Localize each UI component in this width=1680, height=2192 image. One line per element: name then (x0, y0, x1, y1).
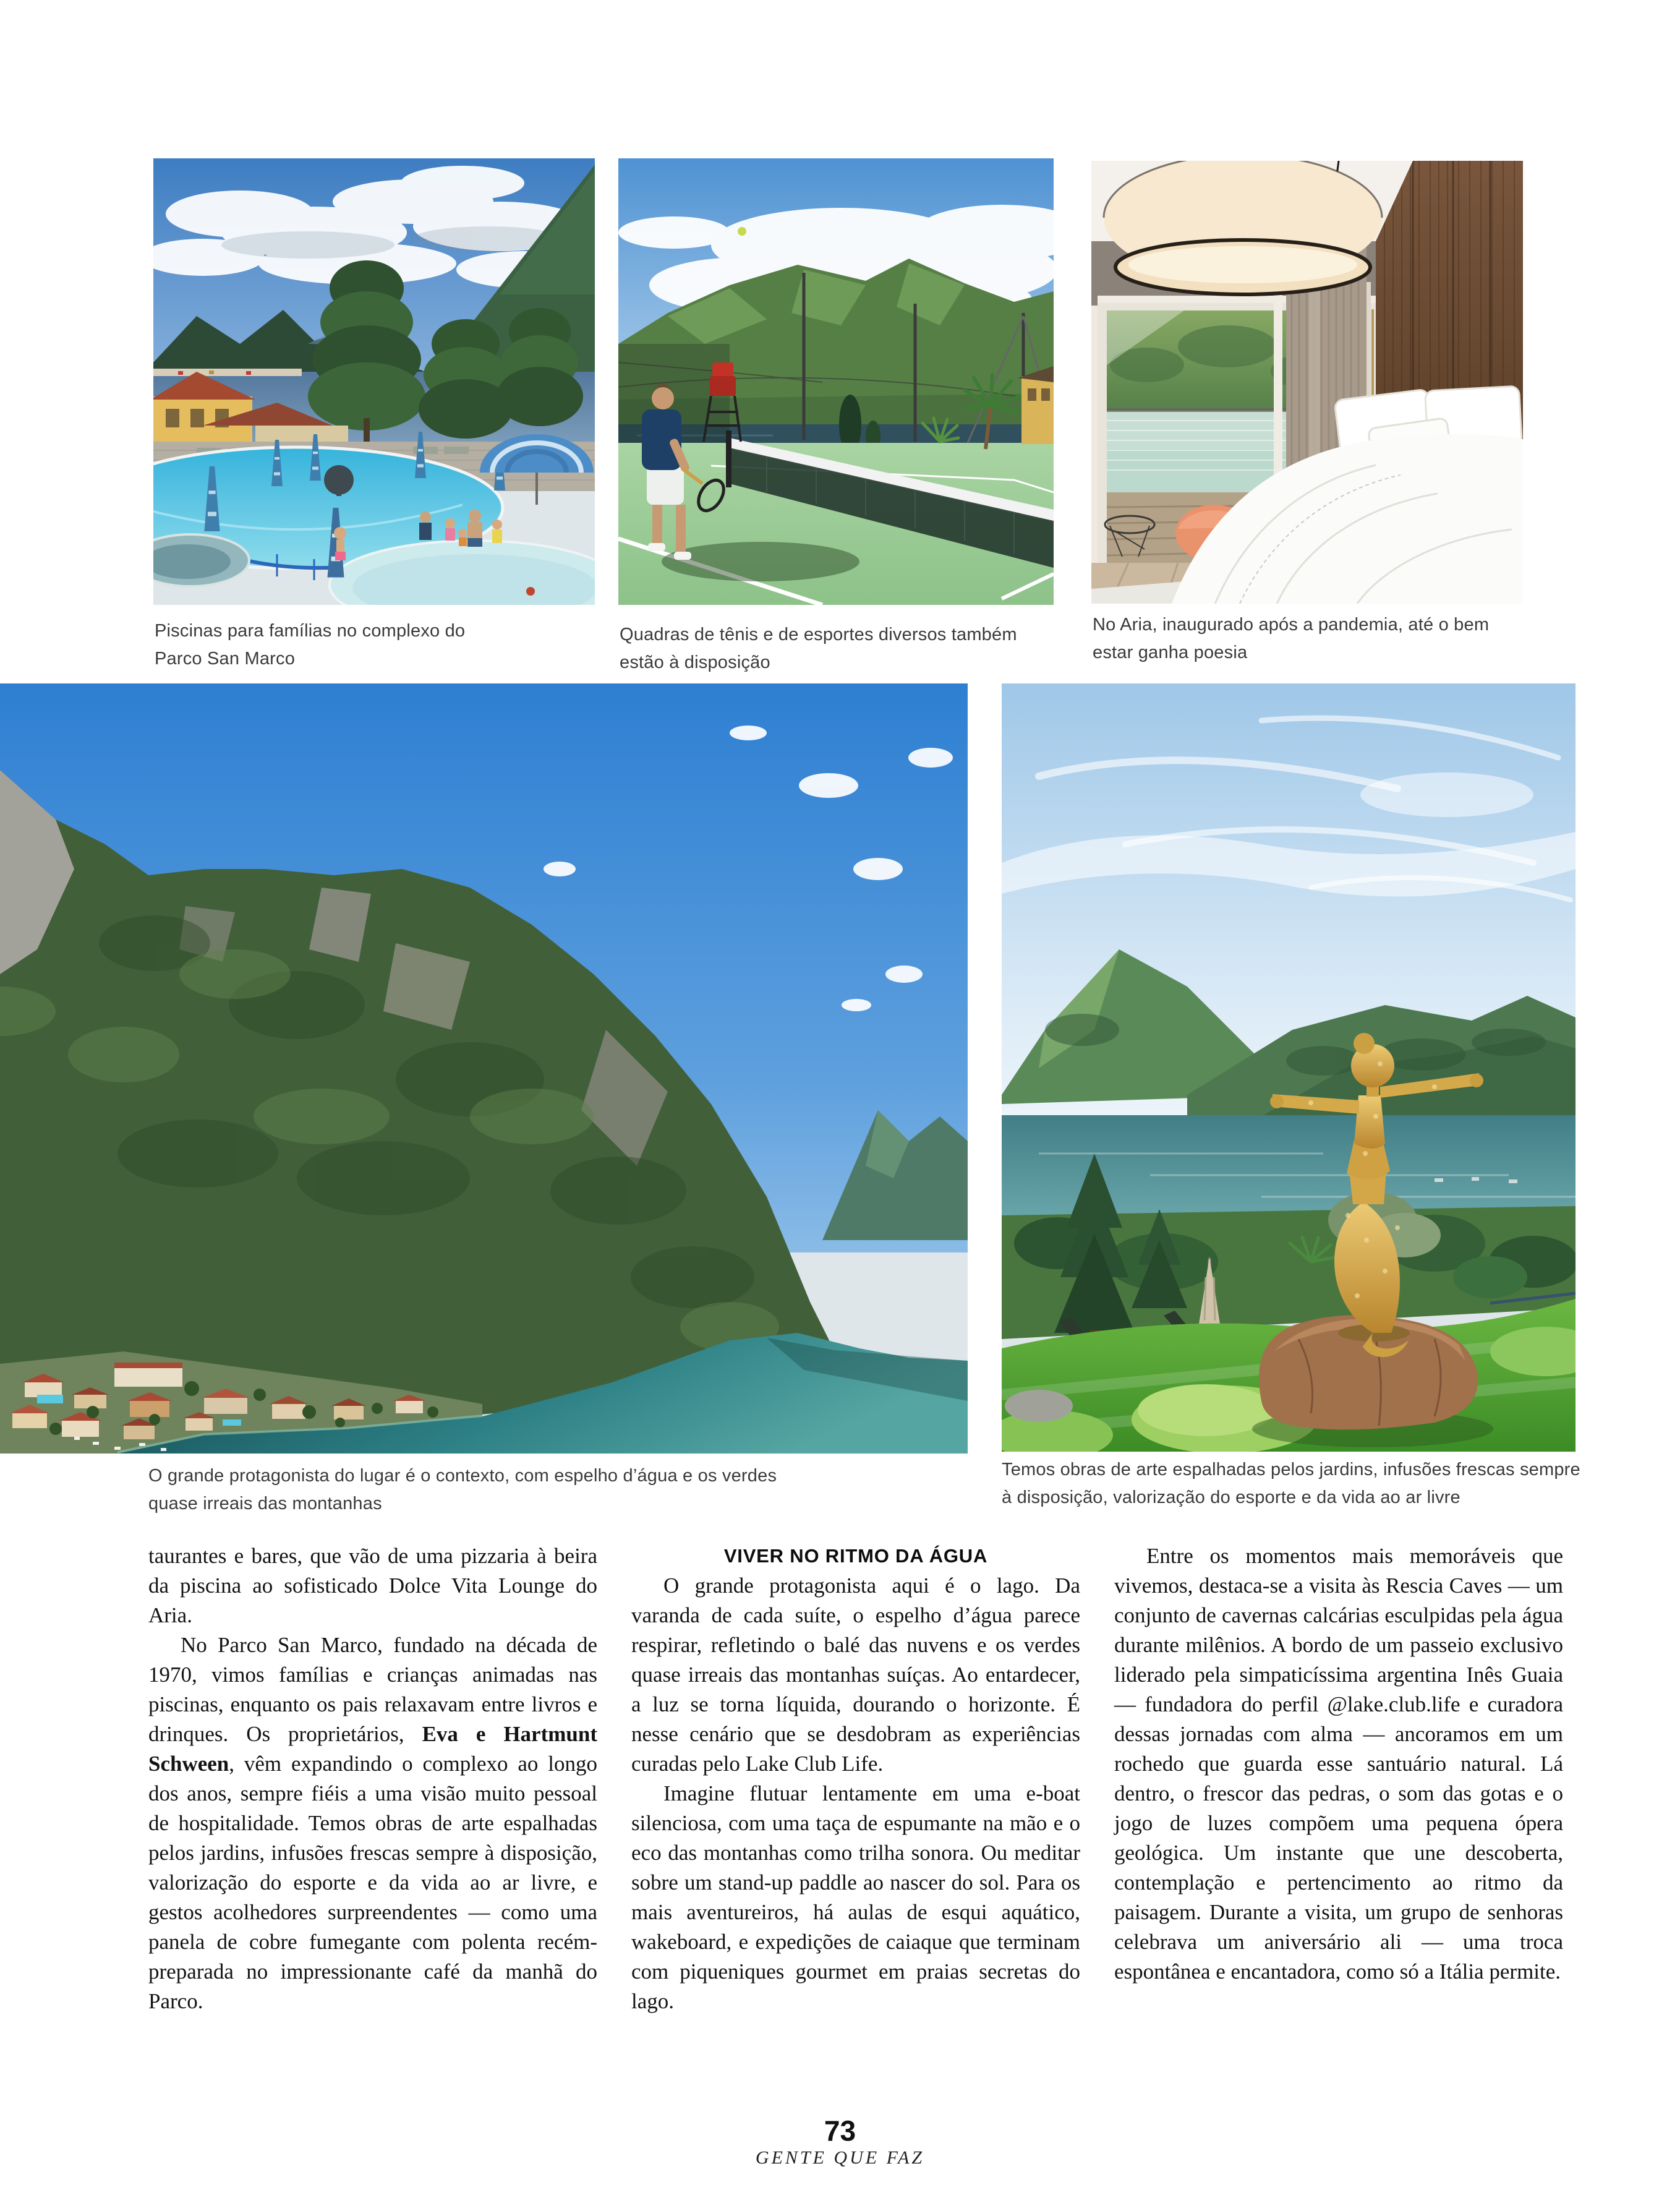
paragraph-text: No Parco San Marco, fundado na década de 1970, vimos famílias e crianças animadas nas piscinas, enquanto os pais relaxavam entre livros e drinques. Os proprietários, (148, 1633, 597, 1746)
caption-tennis: Quadras de tênis e de esportes diversos também estão à disposição (620, 625, 1017, 672)
paragraph: Imagine flutuar lentamente em uma e-boat silenciosa, com uma taça de espumante na mão e o eco das montanhas como trilha sonora. Ou meditar sobre um stand-up paddle ao nascer do sol. Para os mais aventureiros, há aulas de esqui aquático, wakeboard, e expedições de caiaque que terminam com piqueniques gourmet em praias secretas do lago. (631, 1781, 1080, 2013)
caption-sculpture: Temos obras de arte espalhadas pelos jardins, infusões frescas sempre à disposição, valorização do esporte e da vida ao ar livre (1002, 1460, 1580, 1507)
paragraph: taurantes e bares, que vão de uma pizzaria à beira da piscina ao sofisticado Dolce Vita Lounge do Aria. (148, 1544, 597, 1627)
article-column-1 (148, 1541, 597, 2016)
photo-tennis-court (618, 158, 1054, 605)
bedroom-photo-illustration (1091, 161, 1523, 604)
paragraph: O grande protagonista aqui é o lago. Da varanda de cada suíte, o espelho d’água parece respirar, refletindo o balé das nuvens e os verdes quase irreais das montanhas suíças. Ao entardecer, a luz se torna líquida, dourando o horizonte. É nesse cenário que se desdobram as experiências curadas pelo Lake Club Life. (631, 1573, 1080, 1776)
section-heading: VIVER NO RITMO DA ÁGUA (723, 1545, 988, 1567)
caption-pool: Piscinas para famílias no complexo do Parco San Marco (155, 621, 466, 669)
photo-garden-sculpture (1002, 683, 1576, 1452)
photo-pool-parco-san-marco (153, 158, 595, 605)
caption-panorama: O grande protagonista do lugar é o contexto, com espelho d’água e os verdes quase irreais das montanhas (148, 1466, 777, 1513)
tennis-photo-illustration (618, 158, 1054, 605)
paragraph (148, 1630, 597, 2016)
photo-aria-bedroom (1091, 161, 1523, 604)
article-body (148, 1541, 1564, 2016)
pool-photo-illustration (153, 158, 595, 605)
footer-section-title: GENTE QUE FAZ (755, 2147, 925, 2168)
owners-name: Eva e Hartmunt Schween (148, 1722, 597, 1776)
paragraph: Entre os momentos mais memoráveis que vivemos, destaca-se a visita às Rescia Caves — um conjunto de cavernas calcárias esculpidas pela água durante milênios. A bordo de um passeio exclusivo liderado pela simpaticíssima argentina Inês Guaia — fundadora do perfil @lake.club.life e curadora dessas jornadas com alma — ancoramos em um rochedo que guarda esse santuário natural. Lá dentro, o frescor das pedras, o som das gotas e o jogo de luzes compõem uma pequena ópera geológica. Um instante que une descoberta, contemplação e pertencimento ao ritmo da paisagem. Durante a visita, um grupo de senhoras celebrava um aniversário ali — uma troca espontânea e encantadora, como só a Itália permite. (1114, 1544, 1563, 1984)
page-footer (0, 2115, 1680, 2170)
paragraph-text: , vêm expandindo o complexo ao longo dos anos, sempre fiéis a uma visão muito pessoal de hospitalidade. Temos obras de arte espalhadas pelos jardins, infusões frescas sempre à disposição, valorização do esporte e da vida ao ar livre, e gestos acolhedores surpreendentes — como uma panela de cobre fumegante com polenta recém-preparada no impressionante café da manhã do Parco. (148, 1752, 597, 2013)
page-number: 73 (824, 2115, 856, 2147)
article-column-3 (1114, 1541, 1563, 2016)
caption-aria: No Aria, inaugurado após a pandemia, até o bem estar ganha poesia (1093, 615, 1490, 662)
panorama-photo-illustration (0, 683, 968, 1453)
sculpture-photo-illustration (1002, 683, 1576, 1452)
drum-pendant-lamp (1104, 161, 1382, 294)
article-column-2 (631, 1541, 1080, 2016)
photo-lake-panorama (0, 683, 968, 1453)
